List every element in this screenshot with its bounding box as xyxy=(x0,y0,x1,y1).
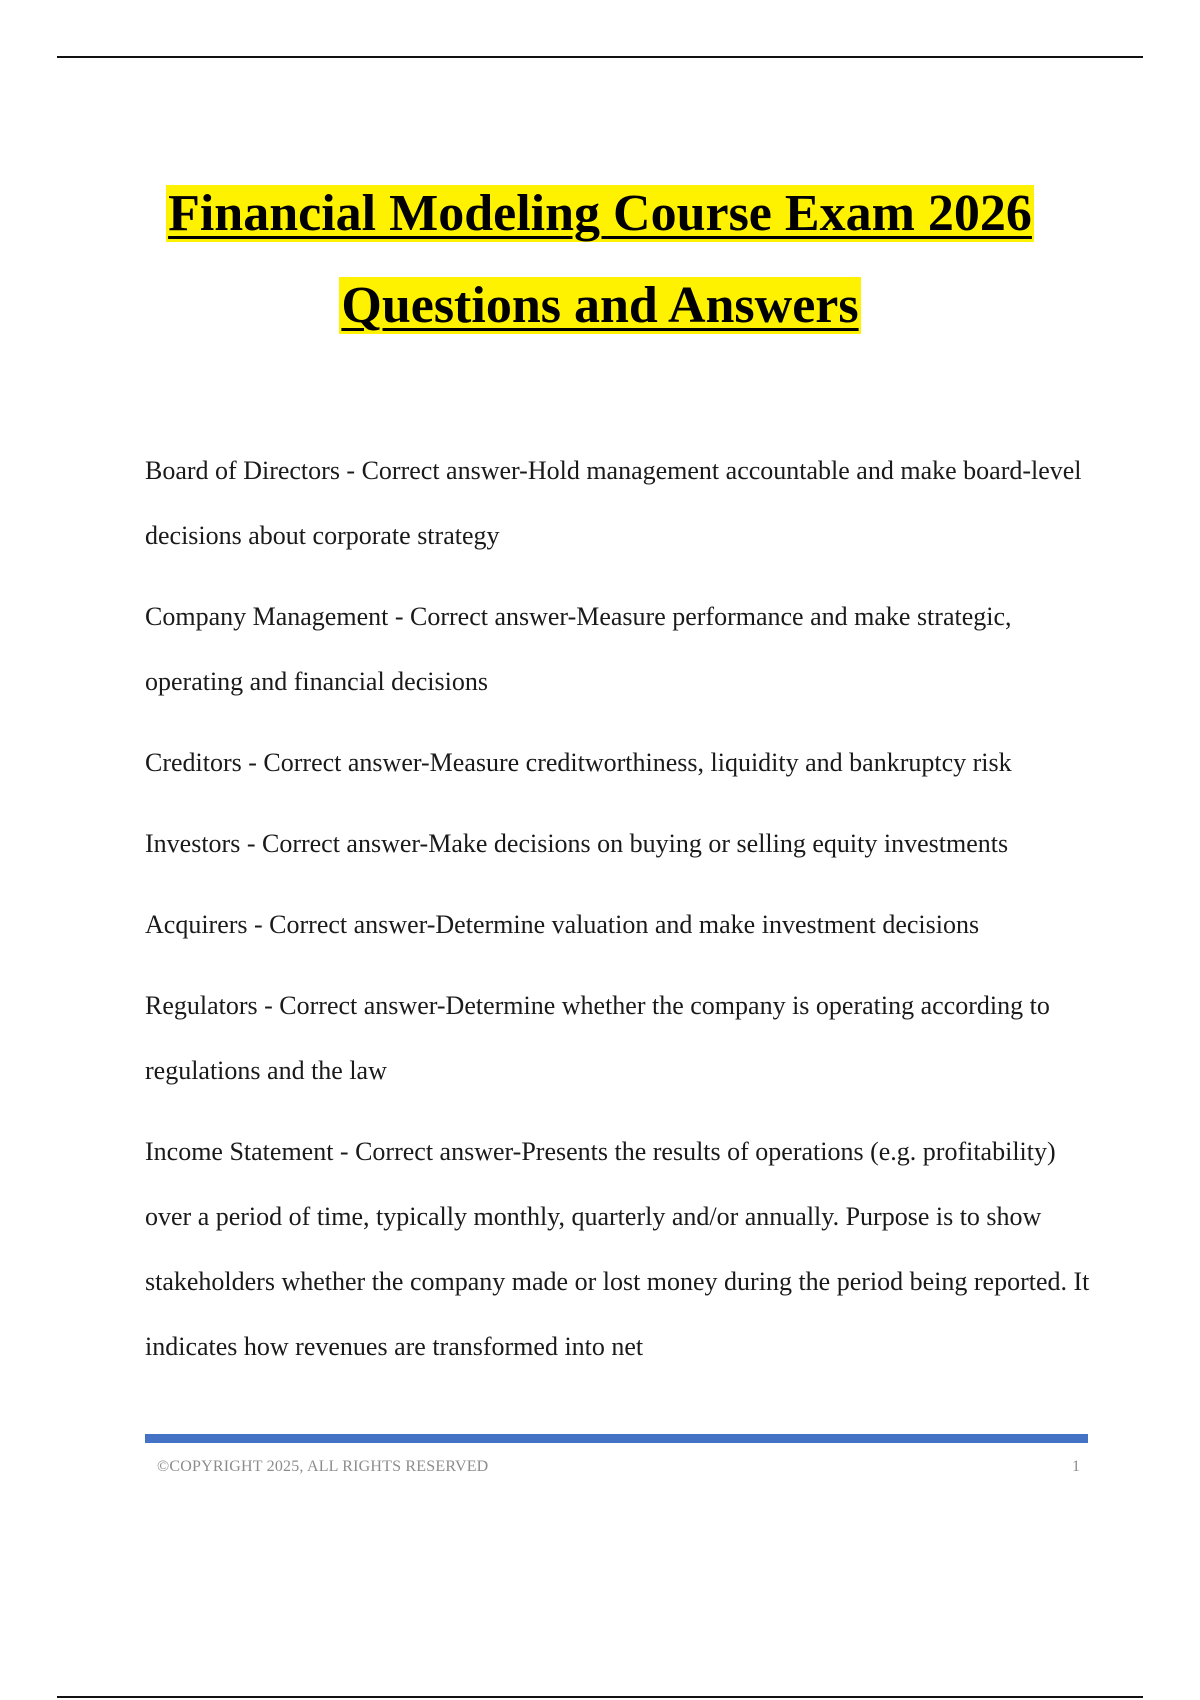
title-line-2: Questions and Answers xyxy=(341,277,859,334)
page-bottom-rule xyxy=(57,1696,1143,1698)
qa-item: Acquirers - Correct answer-Determine valuation and make investment decisions xyxy=(145,910,980,939)
footer-copyright: ©COPYRIGHT 2025, ALL RIGHTS RESERVED xyxy=(157,1458,489,1475)
qa-item: Income Statement - Correct answer-Presents the results of operations (e.g. profitability) over a period of time, typically monthly, quarterly and/or annually. Purpose is to show stakeholders whether the company made or lost money during the period being reported. It indicates how revenues are transformed into net xyxy=(145,1137,1090,1361)
qa-item: Company Management - Correct answer-Measure performance and make strategic, operating and financial decisions xyxy=(145,602,1012,696)
page-number: 1 xyxy=(1072,1458,1080,1475)
title-line-1: Financial Modeling Course Exam 2026 xyxy=(168,185,1032,242)
qa-item: Regulators - Correct answer-Determine whether the company is operating according to regulations and the law xyxy=(145,991,1050,1085)
document-title xyxy=(0,168,1200,352)
footer-divider-bar xyxy=(145,1434,1088,1443)
page-top-rule xyxy=(57,56,1143,58)
question-answer-list xyxy=(145,438,1095,1525)
qa-item: Investors - Correct answer-Make decisions on buying or selling equity investments xyxy=(145,829,1009,858)
qa-item: Creditors - Correct answer-Measure creditworthiness, liquidity and bankruptcy risk xyxy=(145,748,1012,777)
qa-item: Board of Directors - Correct answer-Hold management accountable and make board-level decisions about corporate strategy xyxy=(145,456,1082,550)
